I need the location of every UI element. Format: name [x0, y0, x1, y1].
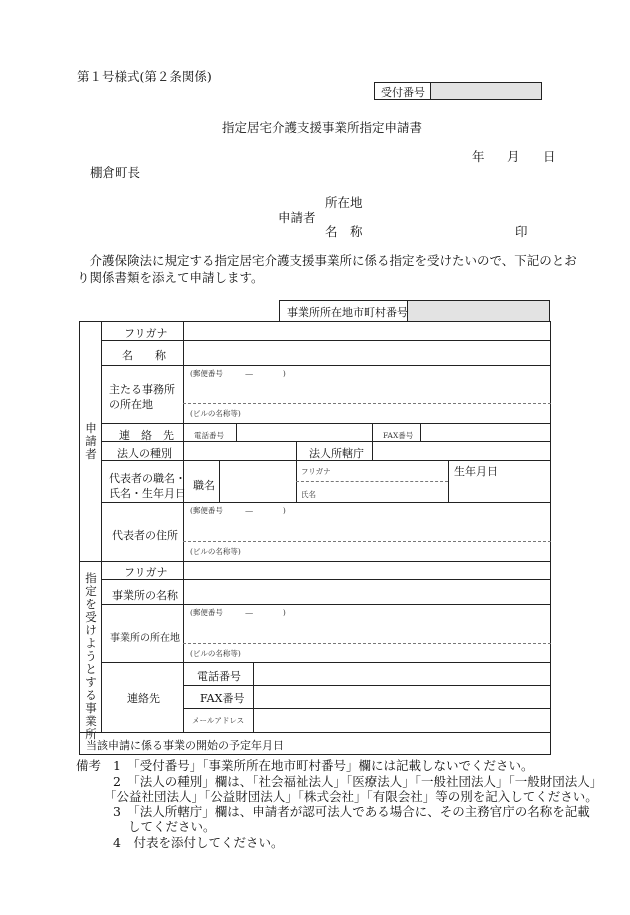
contact-fax-field[interactable] — [421, 424, 550, 441]
form-number: 第１号様式(第２条関係) — [77, 69, 212, 84]
name-label: 名 称 — [122, 349, 166, 362]
contact-phone-field[interactable] — [237, 424, 371, 441]
rep-furigana-label: フリガナ — [301, 467, 331, 476]
main-office-label-2: の所在地 — [109, 398, 153, 411]
office-furigana-label: フリガナ — [124, 566, 168, 579]
rep-name-field[interactable] — [330, 461, 447, 502]
office-location-label: 事業所の所在地 — [110, 633, 180, 644]
office-email-field[interactable] — [254, 709, 550, 732]
corp-authority-field[interactable] — [373, 442, 550, 460]
applicant-name-label: 名 称 — [325, 224, 363, 239]
note-4: 4 付表を添付してください。 — [113, 835, 284, 850]
office-phone-label: 電話番号 — [197, 670, 241, 683]
reception-number-field[interactable] — [431, 83, 541, 99]
reception-number-label: 受付番号 — [381, 86, 425, 99]
rep-address-field[interactable] — [184, 503, 550, 560]
note-2a: 2 「法人の種別」欄は、「社会福祉法人」「医療法人」「一般社団法人」「一般財団法人」 — [113, 774, 603, 789]
start-date-field[interactable] — [280, 733, 550, 754]
notes-label: 備考 — [76, 758, 102, 773]
intro-text-line1: 介護保険法に規定する指定居宅介護支援事業所に係る指定を受けたいので、下記のとお — [77, 253, 577, 268]
corp-type-field[interactable] — [184, 442, 295, 460]
applicant-label: 申請者 — [278, 210, 316, 225]
rep-job-title-label: 職名 — [193, 479, 215, 492]
rep-job-title-field[interactable] — [220, 461, 295, 502]
note-1: 1 「受付番号」「事業所所在地市町村番号」欄には記載しないでください。 — [113, 758, 534, 773]
date-month: 月 — [507, 149, 520, 164]
furigana-field[interactable] — [184, 322, 550, 340]
rep-address-building: (ビルの名称等) — [190, 547, 241, 556]
office-contact-label: 連絡先 — [127, 692, 160, 705]
office-email-label: メールアドレス — [192, 716, 245, 725]
addressee: 棚倉町長 — [90, 165, 141, 180]
office-building: (ビルの名称等) — [190, 649, 241, 658]
reception-number-box — [374, 82, 542, 100]
office-fax-label: FAX番号 — [200, 692, 245, 705]
office-fax-field[interactable] — [254, 686, 550, 708]
rep-address-postal-code: (郵便番号 ― ) — [190, 506, 286, 515]
note-3b: してください。 — [128, 819, 216, 834]
office-name-label: 事業所の名称 — [112, 589, 178, 602]
office-postal-code: (郵便番号 ― ) — [190, 608, 286, 617]
rep-birth-date-label: 生年月日 — [454, 465, 498, 478]
corp-type-label: 法人の種別 — [117, 447, 172, 460]
office-furigana-field[interactable] — [184, 562, 550, 579]
designated-side-label: 指定を受けようとする事業所 — [85, 571, 97, 741]
seal-mark: 印 — [515, 224, 528, 239]
note-2b: 「公益社団法人」「公益財団法人」「株式会社」「有限会社」等の別を記入してください。 — [104, 789, 598, 804]
applicant-side-label: 申請者 — [85, 421, 97, 461]
office-phone-field[interactable] — [254, 663, 550, 685]
intro-text-line2: り関係書類を添えて申請します。 — [77, 270, 264, 285]
note-3a: 3 「法人所轄庁」欄は、申請者が認可法人である場合に、その主務官庁の名称を記載 — [113, 804, 590, 819]
office-name-field[interactable] — [184, 580, 550, 604]
main-office-label-1: 主たる事務所 — [109, 383, 175, 396]
contact-fax-label: FAX番号 — [383, 431, 414, 440]
office-address-field[interactable] — [184, 605, 550, 662]
municipality-number-label: 事業所所在地市町村番号 — [287, 306, 408, 319]
start-date-label: 当該申請に係る事業の開始の予定年月日 — [86, 739, 284, 752]
municipality-number-box — [279, 300, 550, 322]
municipality-number-field[interactable] — [408, 301, 549, 321]
rep-label-1: 代表者の職名・ — [109, 472, 186, 485]
contact-label: 連 絡 先 — [119, 429, 174, 442]
rep-label-2: 氏名・生年月日 — [109, 487, 186, 500]
name-field[interactable] — [184, 341, 550, 365]
rep-birth-date-field[interactable] — [449, 476, 550, 502]
applicant-location-label: 所在地 — [325, 195, 363, 210]
contact-phone-label: 電話番号 — [194, 431, 224, 440]
rep-address-label: 代表者の住所 — [112, 529, 178, 542]
rep-name-label: 氏名 — [301, 490, 316, 499]
main-office-postal-code: (郵便番号 ― ) — [190, 369, 286, 378]
furigana-label: フリガナ — [124, 327, 168, 340]
date-year: 年 — [472, 149, 485, 164]
main-office-building: (ビルの名称等) — [190, 409, 241, 418]
main-office-address-field[interactable] — [184, 366, 550, 422]
page-title: 指定居宅介護支援事業所指定申請書 — [222, 120, 423, 135]
date-day: 日 — [543, 149, 556, 164]
corp-authority-label: 法人所轄庁 — [309, 447, 364, 460]
